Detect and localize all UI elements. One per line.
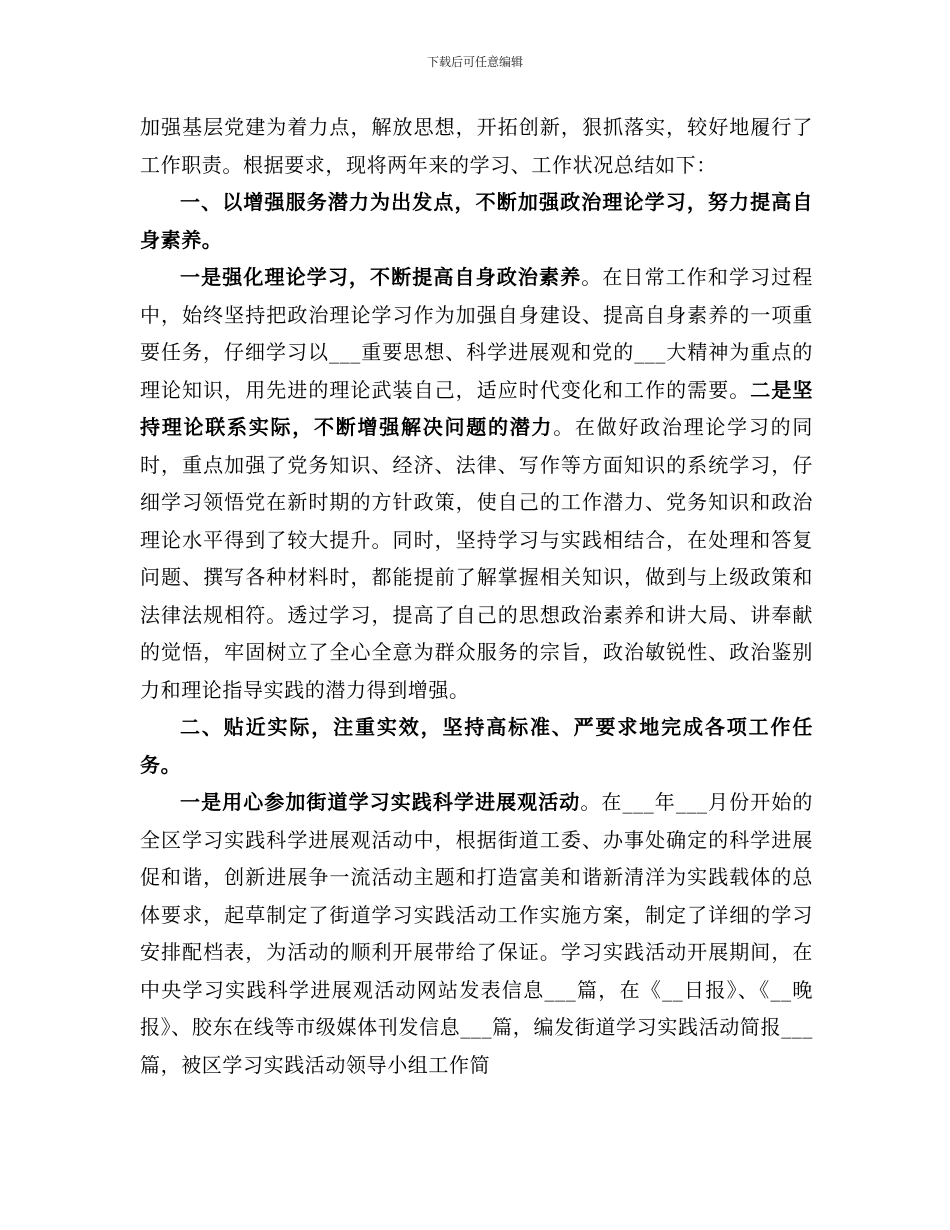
paragraph-text-3: 。在___年___月份开始的全区学习实践科学进展观活动中，根据街道工委、办事处确定的科学进展促和谐，创新进展争一流活动主题和打造富美和谐新清洋为实践载体的总体要求，起草制定了街道学习实践活动工作实施方案，制定了详细的学习安排配档表，为活动的顺利开展带给了保证。学习实践活动开展期间，在中央学习实践科学进展观活动网站发表信息___篇，在《__日报》、《__晚报》、胶东在线等市级媒体刊发信息___篇，编发街道学习实践活动简报___篇，被区学习实践活动领导小组工作简 [140,790,813,1077]
paragraph-text-2: 。在做好政治理论学习的同时，重点加强了党务知识、经济、法律、写作等方面知识的系统学习，仔细学习领悟党在新时期的方针政策，使自己的工作潜力、党务知识和政治理论水平得到了较大提升。同时，坚持学习与实践相结合，在处理和答复问题、撰写各种材料时，都能提前了解掌握相关知识，做到与上级政策和法律法规相符。透过学习，提高了自己的思想政治素养和讲大局、讲奉献的觉悟，牢固树立了全心全意为群众服务的宗旨，政治敏锐性、政治鉴别力和理论指导实践的潜力得到增强。 [140,415,813,702]
lead-phrase-3: 一是用心参加街道学习实践科学进展观活动 [180,790,581,814]
lead-phrase-2: 二是坚持理论联系实际，不断增强解决问题的潜力 [140,377,813,439]
section-heading-2: 二、贴近实际，注重实效，坚持高标准、严要求地完成各项工作任务。 [140,715,813,777]
paragraph-theory-study [140,259,813,709]
page-header: 下载后可任意编辑 [426,55,523,69]
paragraph-intro: 加强基层党建为着力点，解放思想，开拓创新，狠抓落实，较好地履行了工作职责。根据要求，现将两年来的学习、工作状况总结如下： [140,115,813,177]
paragraph-practice-activity [140,784,813,1084]
section-heading-1: 一、以增强服务潜力为出发点，不断加强政治理论学习，努力提高自身素养。 [140,190,813,252]
lead-phrase-1: 一是强化理论学习，不断提高自身政治素养 [180,265,582,289]
paragraph-text-1: 。在日常工作和学习过程中，始终坚持把政治理论学习作为加强自身建设、提高自身素养的一项重要任务，仔细学习以___重要思想、科学进展观和党的___大精神为重点的理论知识，用先进的理论武装自己，适应时代变化和工作的需要。 [140,265,813,402]
document-body [140,109,813,1084]
